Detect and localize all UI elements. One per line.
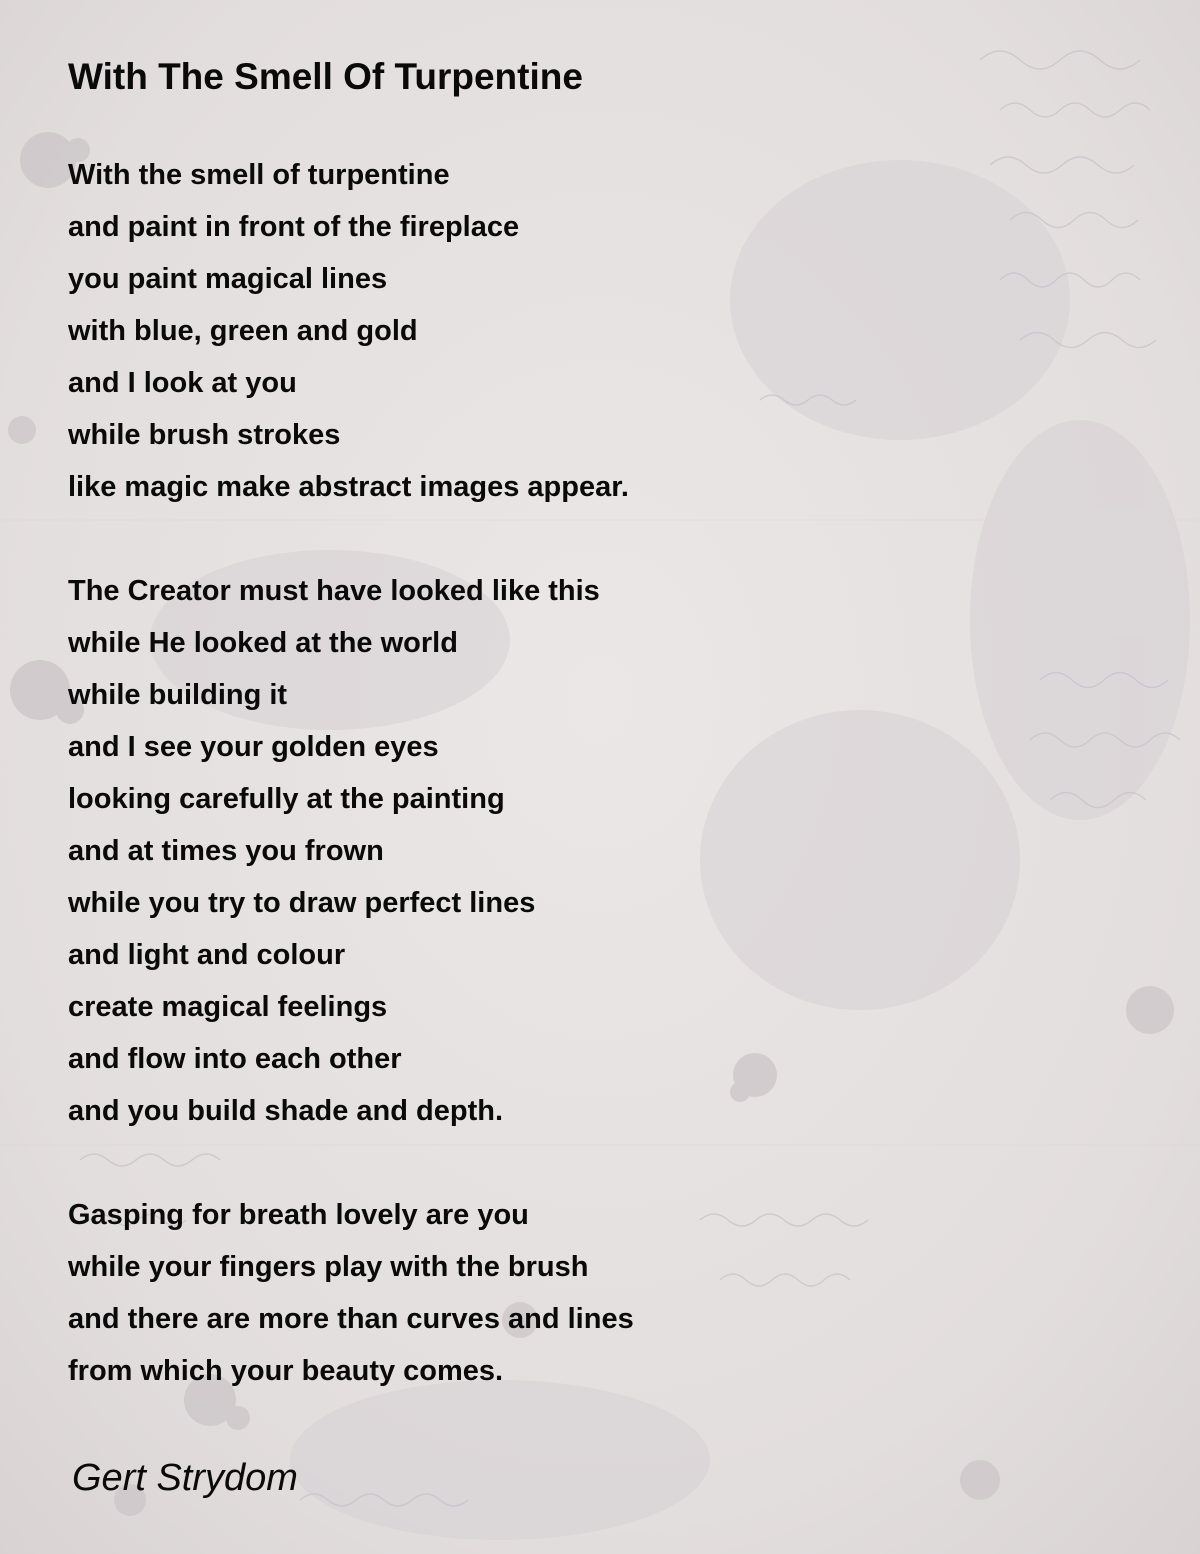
poem-line: looking carefully at the painting	[68, 783, 505, 815]
poem-line: Gasping for breath lovely are you	[68, 1199, 529, 1231]
poem-line: and I look at you	[68, 367, 297, 399]
poem-line: you paint magical lines	[68, 263, 388, 295]
poem-line: while brush strokes	[68, 419, 341, 451]
poem-line: from which your beauty comes.	[68, 1355, 504, 1387]
poem-line: while He looked at the world	[68, 627, 458, 659]
poem-line: like magic make abstract images appear.	[68, 471, 629, 503]
poem-line: and there are more than curves and lines	[68, 1303, 634, 1335]
stanza-3	[68, 1189, 634, 1397]
stanza-2	[68, 565, 634, 1137]
poem-line: while building it	[68, 679, 288, 711]
poem-line: while your fingers play with the brush	[68, 1251, 589, 1283]
poem-line: create magical feelings	[68, 991, 388, 1023]
poem-body	[68, 149, 634, 1397]
poem-line: The Creator must have looked like this	[68, 575, 600, 607]
poem-line: and you build shade and depth.	[68, 1095, 504, 1127]
poem-line: With the smell of turpentine	[68, 159, 450, 191]
poem-line: and at times you frown	[68, 835, 384, 867]
poem-line: while you try to draw perfect lines	[68, 887, 536, 919]
poem-author: Gert Strydom	[72, 1457, 298, 1499]
poem-title: With The Smell Of Turpentine	[68, 56, 583, 97]
poem-line: and flow into each other	[68, 1043, 402, 1075]
stanza-1	[68, 149, 634, 513]
poem-line: and light and colour	[68, 939, 346, 971]
poem-line: and paint in front of the fireplace	[68, 211, 520, 243]
poem-line: with blue, green and gold	[68, 315, 418, 347]
poem-line: and I see your golden eyes	[68, 731, 439, 763]
